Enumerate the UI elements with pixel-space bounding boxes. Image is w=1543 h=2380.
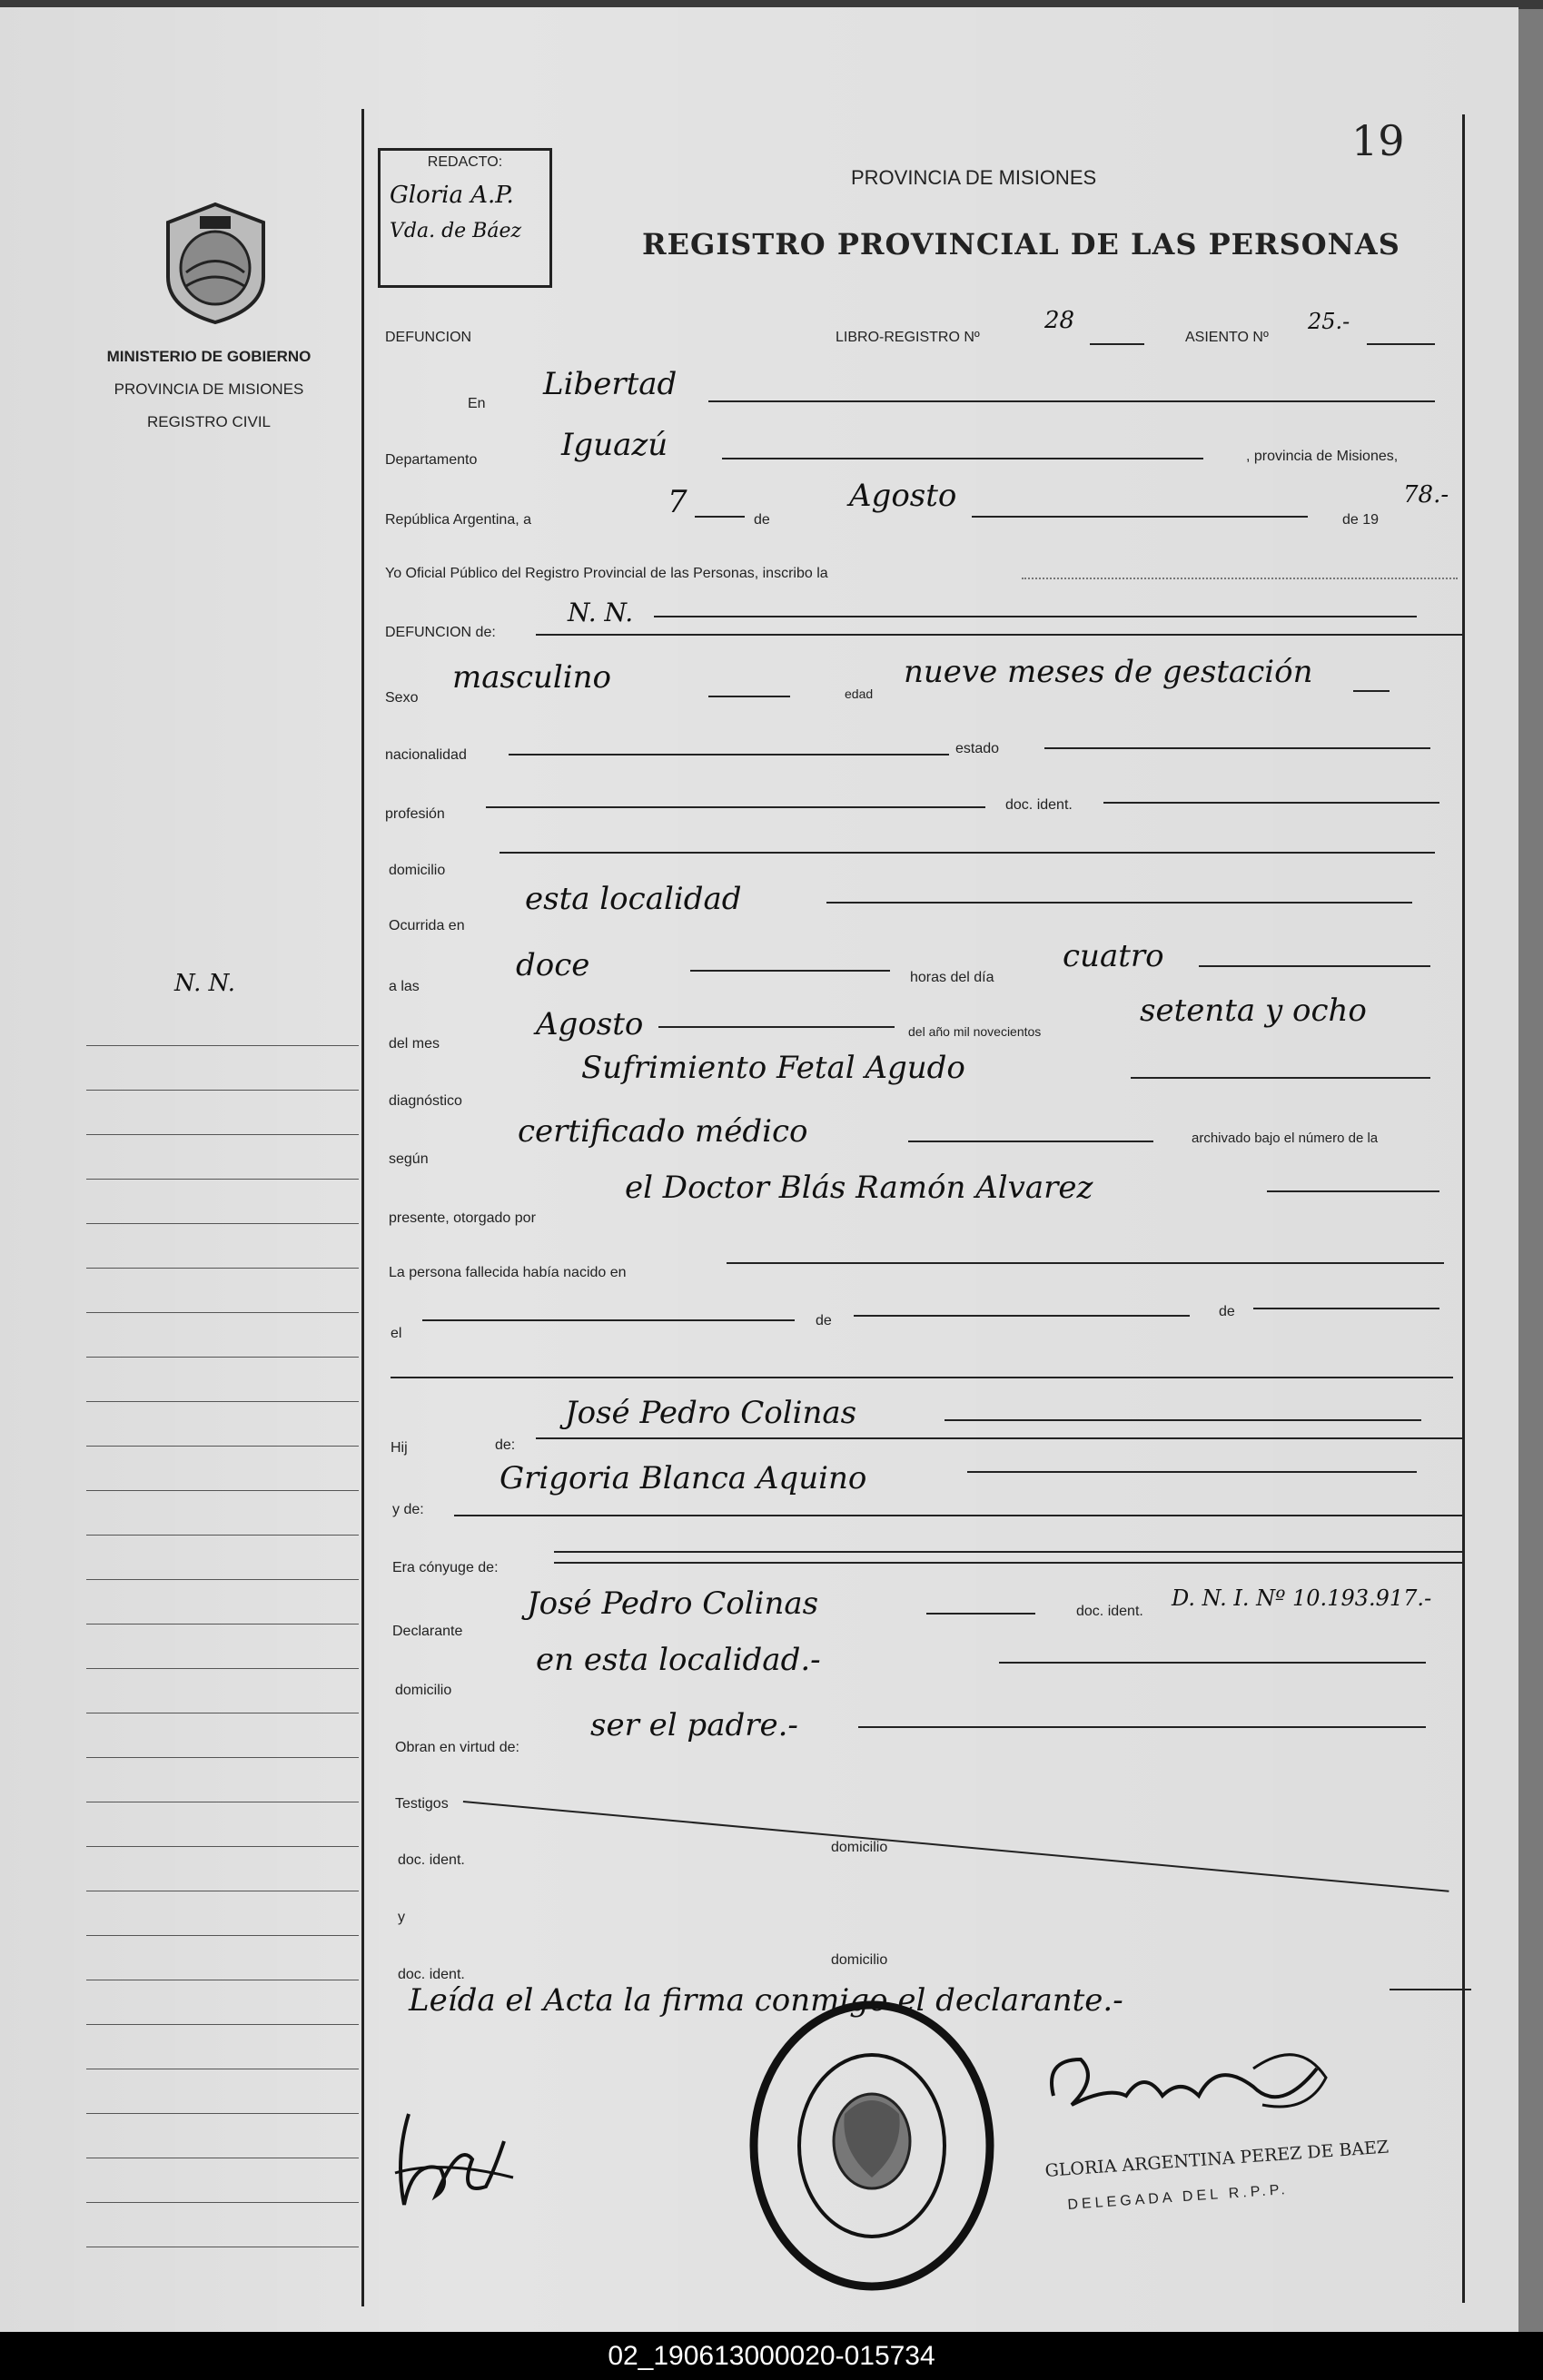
en-label: En [468, 396, 486, 411]
hijo-de-label: de: [495, 1437, 516, 1453]
presente-label: presente, otorgado por [389, 1210, 536, 1226]
el-line [422, 1319, 795, 1321]
libro-label: LIBRO-REGISTRO Nº [836, 330, 980, 345]
en-line [708, 400, 1435, 402]
ministry-line-2: PROVINCIA DE MISIONES [114, 380, 304, 398]
ministry-line-3: REGISTRO CIVIL [146, 413, 272, 430]
anio-value: 78.- [1403, 481, 1449, 509]
defuncion-de-value: N. N. [568, 597, 634, 627]
a-las-value: doce [516, 947, 590, 983]
dia-value: 7 [668, 484, 687, 520]
asiento-label: ASIENTO Nº [1185, 330, 1269, 345]
edad-line [1353, 690, 1390, 692]
y-de-line [967, 1471, 1417, 1473]
profesion-line [486, 806, 985, 808]
nacido-line [727, 1262, 1444, 1264]
page-number: 19 [1351, 116, 1405, 165]
hijo-de-line-2 [536, 1437, 1462, 1439]
official-name: GLORIA ARGENTINA PEREZ DE BAEZ [1044, 2137, 1390, 2181]
ministry-block [73, 348, 345, 446]
otorgado-line [1267, 1190, 1439, 1192]
sexo-line [708, 696, 790, 697]
departamento-line [722, 458, 1203, 459]
defuncion-de-line-2 [536, 634, 1462, 636]
declarante-domicilio-value: en esta localidad.- [536, 1642, 821, 1678]
doc-ident-label: doc. ident. [1005, 797, 1073, 813]
document-page [0, 7, 1518, 2332]
redacto-line-2: Vda. de Báez [390, 220, 522, 242]
libro-line [1090, 343, 1144, 345]
domicilio-line [499, 852, 1435, 854]
de3-label: de [1219, 1304, 1235, 1319]
nacionalidad-line [509, 754, 949, 755]
ocurrida-label: Ocurrida en [389, 918, 465, 933]
province-crest-icon [159, 200, 272, 327]
archivado-label: archivado bajo el número de la [1192, 1131, 1379, 1146]
official-signature-icon [1035, 2041, 1344, 2132]
declarante-line [926, 1613, 1035, 1615]
segun-value: certificado médico [518, 1113, 808, 1150]
de-label: de [754, 512, 770, 528]
departamento-value: Iguazú [561, 427, 668, 463]
departamento-label: Departamento [385, 452, 478, 468]
mes-value: Agosto [849, 478, 957, 514]
diagnostico-value: Sufrimiento Fetal Agudo [581, 1050, 965, 1086]
margin-ruled-lines [86, 1002, 359, 2273]
estado-label: estado [955, 741, 1000, 756]
y-de-label: y de: [392, 1502, 424, 1517]
diagnostico-label: diagnóstico [389, 1093, 462, 1109]
obran-line [858, 1726, 1426, 1728]
de2-label: de [816, 1313, 832, 1328]
domicilio-label: domicilio [389, 863, 446, 878]
testigos-crossout-line [463, 1801, 1449, 1892]
horas-label: horas del día [910, 970, 994, 985]
declarante-value: José Pedro Colinas [527, 1585, 819, 1622]
hijo-de-line [945, 1419, 1421, 1421]
sexo-value: masculino [452, 659, 612, 696]
y-de-line-2 [454, 1515, 1462, 1516]
profesion-label: profesión [385, 806, 445, 822]
declarante-label: Declarante [392, 1624, 463, 1639]
domicilio2-label: domicilio [395, 1683, 452, 1698]
otorgado-value: el Doctor Blás Ramón Alvarez [625, 1170, 1093, 1206]
edad-label: edad [845, 686, 874, 701]
conyuge-line-2 [554, 1562, 1462, 1564]
en-value: Libertad [543, 366, 678, 402]
conyuge-label: Era cónyuge de: [392, 1560, 499, 1575]
del-mes-value: Agosto [536, 1006, 644, 1042]
estado-line [1044, 747, 1430, 749]
doc-ident3-label: doc. ident. [398, 1852, 465, 1868]
sexo-label: Sexo [385, 690, 419, 706]
domicilio4-label: domicilio [831, 1952, 888, 1968]
hijo-de-value: José Pedro Colinas [565, 1395, 857, 1431]
defuncion-de-line [654, 616, 1417, 617]
margin-note: N. N. [174, 970, 235, 997]
doc-ident4-label: doc. ident. [398, 1967, 465, 1982]
declarante-doc-value: D. N. I. Nº 10.193.917.- [1172, 1585, 1432, 1611]
segun-label: según [389, 1151, 429, 1167]
y-label: y [398, 1910, 405, 1925]
y-de-value: Grigoria Blanca Aquino [499, 1460, 867, 1496]
official-role: DELEGADA DEL R.P.P. [1067, 2181, 1290, 2213]
obran-value: ser el padre.- [590, 1707, 798, 1743]
redacto-box [378, 148, 552, 288]
provincia-label: , provincia de Misiones, [1246, 449, 1399, 464]
hijo-label: Hij [391, 1440, 408, 1456]
image-caption: 02_190613000020-015734 [0, 2332, 1543, 2380]
ocurrida-value: esta localidad [525, 881, 742, 917]
anio-texto-value: setenta y ocho [1140, 992, 1367, 1029]
ministry-line-1: MINISTERIO DE GOBIERNO [106, 348, 312, 365]
testigos-label: Testigos [395, 1796, 449, 1812]
declarant-signature-icon [386, 2105, 522, 2223]
province-heading: PROVINCIA DE MISIONES [851, 166, 1097, 189]
anio-label: de 19 [1342, 512, 1380, 528]
registry-heading: REGISTRO PROVINCIAL DE LAS PERSONAS [642, 227, 1400, 262]
doc-ident-line [1103, 802, 1439, 804]
doc-ident2-label: doc. ident. [1076, 1604, 1143, 1619]
conyuge-line [554, 1551, 1462, 1553]
del-anio-label: del año mil novecientos [908, 1024, 1042, 1039]
oficial-label: Yo Oficial Público del Registro Provincial de las Personas, inscribo la [385, 566, 828, 581]
official-seal-icon [745, 1996, 999, 2296]
right-margin-rule [1462, 114, 1465, 2303]
a-las-label: a las [389, 979, 420, 994]
blank-line-1 [391, 1377, 1453, 1378]
left-margin-rule [361, 109, 364, 2306]
del-mes-label: del mes [389, 1036, 440, 1052]
obran-label: Obran en virtud de: [395, 1740, 519, 1755]
nacido-label: La persona fallecida había nacido en [389, 1265, 627, 1280]
asiento-line [1367, 343, 1435, 345]
horas-line [1199, 965, 1430, 967]
de2-line [854, 1315, 1190, 1317]
edad-value: nueve meses de gestación [904, 654, 1313, 690]
closing-line [1390, 1989, 1471, 1990]
del-mes-line [658, 1026, 895, 1028]
oficial-dots [1022, 578, 1458, 579]
a-las-line [690, 970, 890, 972]
nacionalidad-label: nacionalidad [385, 747, 467, 763]
diagnostico-line [1131, 1077, 1430, 1079]
closing-statement: Leída el Acta la firma conmigo el declarante.- [409, 1982, 1123, 2019]
domicilio2-line [999, 1662, 1426, 1664]
libro-value: 28 [1044, 307, 1075, 334]
redacto-title: REDACTO: [427, 154, 503, 170]
mes-line [972, 516, 1308, 518]
horas-value: cuatro [1063, 938, 1164, 974]
dia-line [695, 516, 745, 518]
el-label: el [391, 1326, 402, 1341]
asiento-value: 25.- [1308, 309, 1350, 334]
ocurrida-line [826, 902, 1412, 904]
republica-label: República Argentina, a [385, 512, 531, 528]
domicilio3-label: domicilio [831, 1840, 888, 1855]
defuncion-de-label: DEFUNCION de: [385, 625, 496, 640]
defuncion-label: DEFUNCION [385, 330, 472, 345]
segun-line [908, 1141, 1153, 1142]
de3-line [1253, 1308, 1439, 1309]
redacto-line-1: Gloria A.P. [390, 182, 514, 209]
